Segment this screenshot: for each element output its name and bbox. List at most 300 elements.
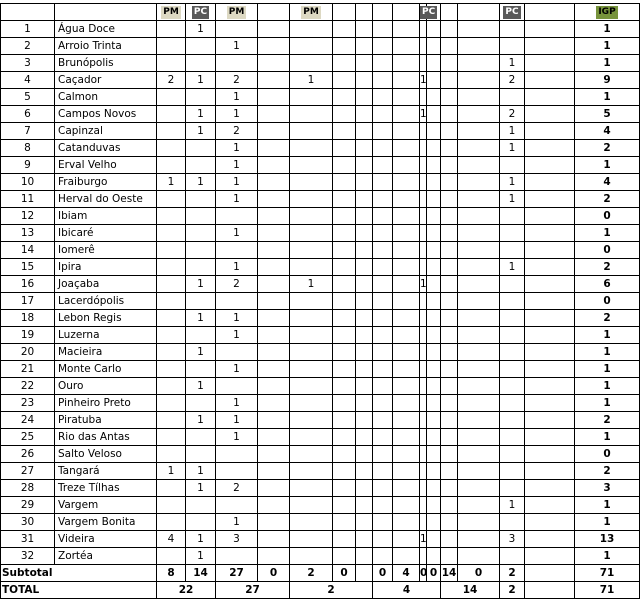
table-cell [458, 72, 500, 89]
table-cell: 2 [500, 72, 525, 89]
municipality-name: Ibicaré [55, 225, 157, 242]
table-cell [186, 208, 216, 225]
table-cell [373, 293, 393, 310]
table-cell [420, 55, 427, 72]
table-cell: 2 [500, 106, 525, 123]
table-cell [500, 480, 525, 497]
table-cell [427, 157, 441, 174]
header-cell [55, 4, 157, 21]
table-cell [356, 446, 373, 463]
table-cell [441, 378, 458, 395]
row-number: 25 [0, 429, 55, 446]
table-cell [393, 174, 420, 191]
table-cell [441, 276, 458, 293]
table-cell [393, 140, 420, 157]
header-cell [290, 4, 333, 21]
table-cell [216, 55, 258, 72]
table-cell [290, 21, 333, 38]
total-spacer [525, 582, 575, 599]
table-cell [420, 123, 427, 140]
table-cell [333, 89, 356, 106]
table-cell [333, 276, 356, 293]
table-cell [393, 480, 420, 497]
table-cell [356, 395, 373, 412]
row-total: 1 [575, 344, 640, 361]
table-cell [525, 140, 575, 157]
table-cell [525, 344, 575, 361]
table-cell [290, 463, 333, 480]
municipality-name: Piratuba [55, 412, 157, 429]
table-cell [258, 531, 290, 548]
table-cell [525, 378, 575, 395]
table-cell [420, 293, 427, 310]
table-cell [258, 157, 290, 174]
municipality-name: Ipira [55, 259, 157, 276]
row-number: 13 [0, 225, 55, 242]
table-cell: 1 [157, 463, 186, 480]
table-cell [186, 429, 216, 446]
table-cell [373, 38, 393, 55]
table-cell: 3 [216, 531, 258, 548]
table-cell [427, 361, 441, 378]
table-cell [420, 514, 427, 531]
municipality-name: Rio das Antas [55, 429, 157, 446]
municipality-name: Monte Carlo [55, 361, 157, 378]
table-cell [356, 89, 373, 106]
row-total: 13 [575, 531, 640, 548]
table-cell [525, 21, 575, 38]
table-cell [258, 327, 290, 344]
header-badge-pc: PC [422, 6, 436, 17]
table-cell [356, 140, 373, 157]
table-cell [427, 208, 441, 225]
table-cell [216, 293, 258, 310]
subtotal-cell: 0 [458, 565, 500, 582]
table-cell [525, 446, 575, 463]
table-cell [333, 378, 356, 395]
row-number: 17 [0, 293, 55, 310]
table-cell [441, 514, 458, 531]
table-cell [393, 361, 420, 378]
table-cell [186, 242, 216, 259]
table-cell [356, 106, 373, 123]
table-cell [441, 531, 458, 548]
table-cell [373, 378, 393, 395]
table-cell [157, 208, 186, 225]
table-cell [420, 140, 427, 157]
table-cell [525, 497, 575, 514]
row-number: 12 [0, 208, 55, 225]
table-cell [333, 259, 356, 276]
subtotal-cell: 8 [157, 565, 186, 582]
table-cell [427, 72, 441, 89]
table-cell [290, 157, 333, 174]
table-cell [373, 55, 393, 72]
row-total: 1 [575, 38, 640, 55]
table-cell: 1 [216, 327, 258, 344]
municipality-name: Videira [55, 531, 157, 548]
table-cell [258, 429, 290, 446]
table-cell [290, 259, 333, 276]
table-cell [258, 412, 290, 429]
table-cell [290, 242, 333, 259]
table-cell [373, 106, 393, 123]
table-cell [290, 140, 333, 157]
table-cell: 1 [216, 361, 258, 378]
table-cell [525, 208, 575, 225]
row-number: 24 [0, 412, 55, 429]
table-cell [458, 446, 500, 463]
table-cell [186, 157, 216, 174]
subtotal-cell: 4 [393, 565, 420, 582]
subtotal-cell [525, 565, 575, 582]
table-cell [258, 276, 290, 293]
table-cell [373, 548, 393, 565]
table-cell [500, 157, 525, 174]
row-total: 1 [575, 55, 640, 72]
table-cell [373, 191, 393, 208]
table-cell [373, 463, 393, 480]
total-group-cell: 27 [216, 582, 290, 599]
table-cell [356, 548, 373, 565]
subtotal-cell [356, 565, 373, 582]
table-cell [500, 395, 525, 412]
table-cell [441, 123, 458, 140]
table-cell [393, 225, 420, 242]
table-cell: 1 [216, 106, 258, 123]
table-cell [427, 293, 441, 310]
row-number: 8 [0, 140, 55, 157]
table-cell [500, 38, 525, 55]
row-total: 1 [575, 395, 640, 412]
table-cell [216, 21, 258, 38]
header-cell [373, 4, 393, 21]
table-cell [393, 514, 420, 531]
table-cell [500, 310, 525, 327]
table-cell [157, 242, 186, 259]
table-cell [290, 531, 333, 548]
table-cell [373, 412, 393, 429]
table-cell: 1 [186, 344, 216, 361]
row-number: 15 [0, 259, 55, 276]
table-cell [458, 225, 500, 242]
table-cell [458, 21, 500, 38]
table-cell [525, 157, 575, 174]
row-total: 0 [575, 293, 640, 310]
municipality-name: Salto Veloso [55, 446, 157, 463]
table-cell [356, 412, 373, 429]
table-cell [441, 157, 458, 174]
row-number: 1 [0, 21, 55, 38]
subtotal-label: Subtotal [0, 565, 157, 582]
municipality-name: Catanduvas [55, 140, 157, 157]
table-cell [500, 514, 525, 531]
table-cell: 2 [216, 123, 258, 140]
municipality-name: Brunópolis [55, 55, 157, 72]
table-cell [157, 514, 186, 531]
table-cell [333, 344, 356, 361]
table-cell [500, 463, 525, 480]
table-cell [427, 123, 441, 140]
table-cell [290, 548, 333, 565]
table-cell [157, 412, 186, 429]
table-cell [427, 89, 441, 106]
table-cell: 1 [157, 174, 186, 191]
table-cell [441, 327, 458, 344]
table-cell [290, 514, 333, 531]
table-cell: 1 [500, 55, 525, 72]
table-cell [186, 514, 216, 531]
table-cell: 1 [216, 429, 258, 446]
row-number: 2 [0, 38, 55, 55]
table-cell [525, 55, 575, 72]
table-cell: 1 [186, 480, 216, 497]
table-cell [393, 446, 420, 463]
header-cell [575, 4, 640, 21]
subtotal-cell: 2 [290, 565, 333, 582]
table-cell [441, 174, 458, 191]
row-total: 1 [575, 21, 640, 38]
table-cell [356, 191, 373, 208]
table-cell [356, 378, 373, 395]
table-cell [441, 344, 458, 361]
table-cell [157, 548, 186, 565]
table-cell [333, 293, 356, 310]
table-cell: 1 [186, 123, 216, 140]
table-cell [258, 497, 290, 514]
table-cell [500, 446, 525, 463]
table-cell [290, 361, 333, 378]
table-cell [525, 89, 575, 106]
table-cell [333, 140, 356, 157]
table-cell [393, 38, 420, 55]
table-cell [393, 106, 420, 123]
table-cell [420, 242, 427, 259]
table-cell [458, 191, 500, 208]
table-cell [373, 208, 393, 225]
row-total: 9 [575, 72, 640, 89]
table-cell [500, 242, 525, 259]
table-cell [356, 174, 373, 191]
table-cell [186, 55, 216, 72]
table-cell [393, 191, 420, 208]
row-number: 18 [0, 310, 55, 327]
header-cell [216, 4, 258, 21]
table-cell [333, 531, 356, 548]
table-cell [356, 463, 373, 480]
table-cell [458, 361, 500, 378]
table-cell [258, 174, 290, 191]
table-cell [290, 208, 333, 225]
table-cell [356, 38, 373, 55]
table-cell [393, 72, 420, 89]
table-cell: 1 [500, 140, 525, 157]
table-cell [441, 242, 458, 259]
table-cell [333, 191, 356, 208]
table-cell [441, 72, 458, 89]
header-cell [0, 4, 55, 21]
table-cell [258, 140, 290, 157]
table-cell [458, 38, 500, 55]
table-cell [356, 157, 373, 174]
row-total: 4 [575, 123, 640, 140]
table-cell [290, 310, 333, 327]
table-cell [500, 361, 525, 378]
table-cell: 1 [186, 412, 216, 429]
table-cell [290, 55, 333, 72]
table-cell [427, 38, 441, 55]
table-cell [373, 174, 393, 191]
table-cell [356, 72, 373, 89]
table-cell [157, 140, 186, 157]
table-cell: 1 [186, 463, 216, 480]
table-cell [356, 514, 373, 531]
table-cell [258, 21, 290, 38]
table-cell [458, 395, 500, 412]
table-cell [427, 140, 441, 157]
table-cell [525, 514, 575, 531]
table-cell [333, 480, 356, 497]
table-cell [393, 531, 420, 548]
table-cell [186, 38, 216, 55]
table-cell [216, 344, 258, 361]
table-cell [500, 429, 525, 446]
row-total: 0 [575, 446, 640, 463]
table-cell [186, 395, 216, 412]
municipality-name: Ibiam [55, 208, 157, 225]
header-cell [441, 4, 458, 21]
header-cell [500, 4, 525, 21]
table-cell [333, 157, 356, 174]
table-cell [441, 412, 458, 429]
table-cell [373, 310, 393, 327]
municipality-name: Campos Novos [55, 106, 157, 123]
table-cell [373, 242, 393, 259]
table-cell [258, 225, 290, 242]
table-cell [157, 310, 186, 327]
table-cell [525, 429, 575, 446]
table-cell [420, 463, 427, 480]
table-cell [356, 429, 373, 446]
row-number: 32 [0, 548, 55, 565]
table-cell [441, 208, 458, 225]
table-cell [427, 429, 441, 446]
table-cell: 1 [500, 191, 525, 208]
municipality-name: Capinzal [55, 123, 157, 140]
table-cell [290, 106, 333, 123]
table-cell [441, 140, 458, 157]
table-cell: 3 [500, 531, 525, 548]
municipality-name: Água Doce [55, 21, 157, 38]
header-cell [393, 4, 420, 21]
table-cell [186, 497, 216, 514]
table-cell [458, 259, 500, 276]
table-cell [333, 395, 356, 412]
table-cell: 1 [216, 310, 258, 327]
table-cell [157, 293, 186, 310]
table-cell [258, 446, 290, 463]
table-cell [373, 531, 393, 548]
row-number: 11 [0, 191, 55, 208]
table-cell [458, 531, 500, 548]
table-cell [427, 191, 441, 208]
table-cell [356, 480, 373, 497]
table-cell [393, 157, 420, 174]
row-number: 14 [0, 242, 55, 259]
table-cell [356, 225, 373, 242]
table-cell [393, 276, 420, 293]
header-badge-pc: PC [193, 6, 208, 17]
table-cell [333, 310, 356, 327]
table-cell [258, 72, 290, 89]
table-cell [525, 106, 575, 123]
table-cell [290, 327, 333, 344]
municipality-name: Zortéa [55, 548, 157, 565]
table-cell [458, 514, 500, 531]
row-total: 5 [575, 106, 640, 123]
row-total: 1 [575, 327, 640, 344]
header-cell [458, 4, 500, 21]
row-total: 2 [575, 412, 640, 429]
municipality-name: Pinheiro Preto [55, 395, 157, 412]
table-cell [186, 327, 216, 344]
table-cell [157, 259, 186, 276]
table-cell [427, 21, 441, 38]
header-cell [258, 4, 290, 21]
municipality-name: Fraiburgo [55, 174, 157, 191]
table-cell [393, 429, 420, 446]
table-cell [356, 327, 373, 344]
table-cell [525, 293, 575, 310]
table-cell [157, 378, 186, 395]
row-number: 27 [0, 463, 55, 480]
table-cell: 1 [216, 89, 258, 106]
table-cell: 1 [186, 72, 216, 89]
subtotal-cell: 14 [441, 565, 458, 582]
table-cell: 1 [500, 259, 525, 276]
table-cell [356, 259, 373, 276]
table-cell [500, 378, 525, 395]
table-cell [441, 55, 458, 72]
table-cell [157, 89, 186, 106]
table-cell [216, 497, 258, 514]
table-cell [500, 548, 525, 565]
table-cell [441, 429, 458, 446]
table-cell [420, 412, 427, 429]
table-cell: 1 [216, 38, 258, 55]
table-cell [393, 497, 420, 514]
table-cell [500, 327, 525, 344]
table-cell: 1 [216, 514, 258, 531]
table-cell [441, 310, 458, 327]
table-cell [441, 38, 458, 55]
table-cell [333, 55, 356, 72]
table-cell [458, 106, 500, 123]
table-cell [525, 395, 575, 412]
table-cell [458, 429, 500, 446]
row-number: 20 [0, 344, 55, 361]
table-cell [373, 344, 393, 361]
row-total: 1 [575, 157, 640, 174]
table-cell [258, 395, 290, 412]
municipality-name: Luzerna [55, 327, 157, 344]
table-cell: 1 [216, 395, 258, 412]
table-cell [373, 72, 393, 89]
table-cell: 4 [157, 531, 186, 548]
table-cell [427, 548, 441, 565]
table-cell [427, 378, 441, 395]
table-cell [157, 344, 186, 361]
